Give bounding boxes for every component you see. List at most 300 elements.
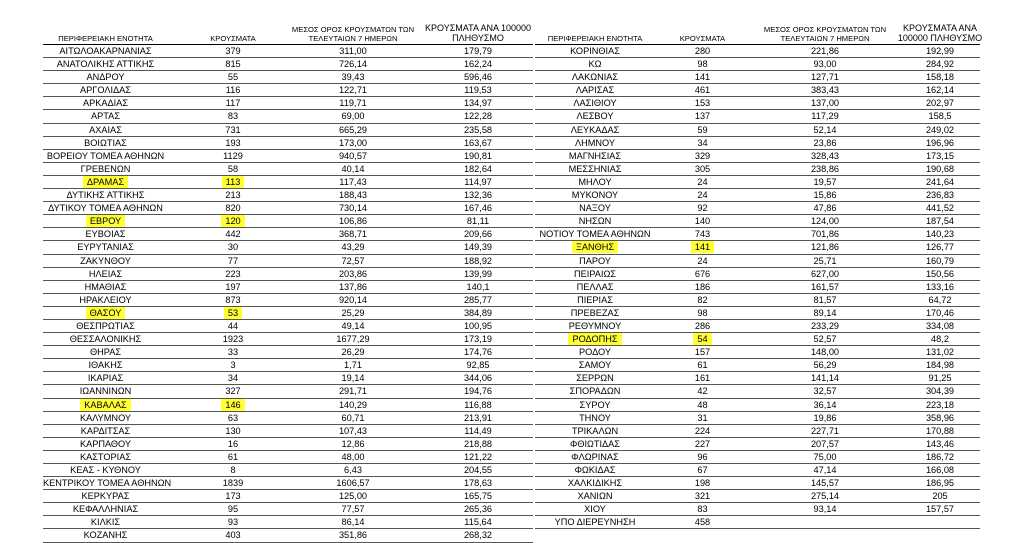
cell-avg7: 188,43 (338, 190, 368, 201)
table-row (43, 241, 533, 254)
cell-per100k: 192,99 (925, 46, 955, 56)
cell-per100k: 48,2 (931, 334, 949, 345)
cell-avg7: 148,00 (810, 347, 840, 358)
cell-region (43, 215, 168, 227)
table-row (535, 412, 980, 425)
cell-cases (660, 333, 745, 345)
cell-cases: 59 (697, 124, 708, 135)
cell-region: ΙΩΑΝΝΙΝΩΝ (79, 386, 132, 397)
cell-per100k: 265,36 (463, 504, 493, 515)
cell-cases: 213 (225, 190, 241, 201)
cell-avg7: 36,14 (813, 399, 837, 410)
cell-avg7: 207,57 (810, 438, 840, 449)
cell-per100k: 149,39 (463, 242, 493, 253)
cell-cases: 82 (697, 294, 708, 305)
table-row (43, 412, 533, 425)
cell-avg7: 86,14 (341, 517, 365, 528)
header-avg7: ΜΕΣΟΣ ΟΡΟΣ ΚΡΟΥΣΜΑΤΩΝ ΤΩΝ ΤΕΛΕΥΤΑΙΩΝ 7 ΗΜΕΡΩΝ (763, 25, 887, 43)
table-row (535, 110, 980, 123)
cell-per100k: 173,19 (463, 334, 493, 345)
table-row (43, 268, 533, 281)
table-row (535, 503, 980, 516)
table-row (535, 399, 980, 412)
cell-avg7: 106,86 (338, 216, 368, 227)
table-row (43, 451, 533, 464)
cell-avg7: 920,14 (338, 294, 368, 305)
table-row (535, 333, 980, 346)
cell-cases (193, 307, 273, 319)
cell-per100k: 166,08 (925, 465, 955, 475)
cell-avg7: 311,00 (339, 46, 367, 56)
cell-region: ΘΕΣΠΡΩΤΙΑΣ (76, 320, 135, 331)
cell-avg7: 40,14 (341, 163, 365, 174)
cell-per100k: 114,97 (464, 176, 492, 187)
table-row (43, 71, 533, 84)
cell-cases: 42 (697, 386, 708, 397)
cell-region: ΚΑΡΠΑΘΟΥ (79, 438, 132, 449)
cell-avg7: 25,29 (341, 307, 365, 318)
cell-cases: 321 (694, 491, 711, 502)
right-table (535, 18, 983, 529)
cell-per100k: 241,64 (925, 176, 955, 187)
cell-per100k: 186,72 (925, 451, 955, 462)
cell-region: ΚΕΑΣ - ΚΥΘΝΟΥ (70, 465, 141, 475)
cell-per100k: 204,55 (463, 465, 493, 475)
cell-avg7: 291,71 (338, 386, 368, 397)
highlight-mark: ΡΟΔΟΠΗΣ (568, 333, 621, 345)
table-row (43, 399, 533, 412)
cell-cases: 403 (225, 530, 241, 541)
cell-cases: 116 (225, 85, 241, 96)
cell-per100k: 334,08 (925, 320, 955, 331)
cell-cases: 676 (694, 268, 711, 279)
cell-avg7: 89,14 (813, 307, 837, 318)
cell-per100k: 81,11 (466, 216, 490, 227)
cell-per100k: 167,46 (463, 203, 493, 214)
cell-per100k: 162,14 (925, 85, 955, 96)
highlight-mark: 53 (224, 307, 242, 319)
cell-cases (193, 399, 273, 411)
cell-per100k: 218,88 (463, 438, 493, 449)
cell-region: ΤΡΙΚΑΛΩΝ (571, 425, 619, 436)
table-row (43, 150, 533, 163)
cell-per100k: 100,95 (463, 320, 493, 331)
cell-region: ΜΑΓΝΗΣΙΑΣ (568, 150, 622, 161)
cell-cases: 157 (694, 347, 711, 358)
cell-per100k: 173,15 (925, 150, 955, 161)
cell-region: ΥΠΟ ΔΙΕΡΕΥΝΗΣΗ (554, 517, 636, 528)
cell-per100k: 384,89 (463, 307, 493, 318)
cell-region: ΧΑΝΙΩΝ (577, 491, 613, 502)
cell-region: ΛΗΜΝΟΥ (574, 137, 616, 148)
cell-cases: 140 (694, 216, 711, 227)
cell-cases: 3 (230, 360, 236, 371)
cell-per100k: 91,25 (928, 373, 952, 384)
cell-cases: 67 (697, 465, 708, 475)
cell-region: ΑΝΔΡΟΥ (86, 72, 125, 83)
cell-avg7: 221,86 (810, 46, 840, 56)
table-row (535, 359, 980, 372)
cell-avg7: 351,86 (338, 530, 368, 541)
highlight-mark: 113 (222, 176, 245, 188)
cell-avg7: 69,00 (341, 111, 365, 122)
cell-cases: 31 (697, 412, 708, 423)
cell-avg7: 60,71 (341, 412, 365, 423)
cell-region: ΛΕΥΚΑΔΑΣ (570, 124, 620, 135)
cell-region: ΙΚΑΡΙΑΣ (87, 373, 124, 384)
cell-per100k: 441,52 (925, 203, 955, 214)
table-row (43, 320, 533, 333)
cell-cases: 173 (225, 491, 241, 502)
cell-region (43, 399, 168, 411)
cell-cases: 461 (694, 85, 711, 96)
table-row (535, 124, 980, 137)
cell-region: ΚΟΖΑΝΗΣ (83, 530, 128, 541)
cell-cases: 137 (694, 111, 711, 122)
table-row (43, 58, 533, 71)
cell-cases: 16 (227, 438, 239, 449)
table-row (535, 438, 980, 451)
cell-cases: 58 (227, 163, 239, 174)
table-row (535, 294, 980, 307)
cell-avg7: 122,71 (338, 85, 368, 96)
cell-cases: 24 (697, 176, 708, 187)
cell-cases (193, 215, 273, 227)
table-row (43, 202, 533, 215)
cell-avg7: 39,43 (341, 72, 365, 83)
table-row (43, 124, 533, 137)
cell-avg7: 117,43 (339, 176, 367, 187)
table-row (535, 189, 980, 202)
cell-per100k: 115,64 (464, 517, 492, 528)
cell-per100k: 235,58 (463, 124, 493, 135)
cell-per100k: 132,36 (463, 190, 493, 201)
cell-avg7: 25,71 (813, 255, 837, 266)
highlight-mark: ΔΡΑΜΑΣ (83, 176, 128, 188)
cell-cases: 223 (225, 268, 241, 279)
table-row (43, 477, 533, 490)
highlight-mark: 120 (221, 215, 244, 227)
cell-per100k: 121,22 (463, 451, 493, 462)
cell-region: ΡΕΘΥΜΝΟΥ (568, 320, 622, 331)
highlight-mark: 54 (693, 333, 711, 345)
cell-avg7: 665,29 (338, 124, 368, 135)
cell-region: ΚΕΦΑΛΛΗΝΙΑΣ (72, 504, 139, 515)
table-row (43, 281, 533, 294)
cell-avg7: 1606,57 (336, 478, 370, 489)
cell-region: ΗΛΕΙΑΣ (88, 268, 123, 279)
cell-region: ΦΛΩΡΙΝΑΣ (571, 451, 619, 462)
cell-avg7: 119,71 (339, 98, 367, 109)
table-row (43, 490, 533, 503)
cell-avg7: 1677,29 (336, 334, 370, 345)
cell-cases: 198 (694, 478, 711, 489)
cell-per100k: 223,18 (925, 399, 955, 410)
table-row (535, 97, 980, 110)
cell-region: ΘΗΡΑΣ (89, 347, 122, 358)
cell-cases: 820 (225, 203, 241, 214)
header-cases: ΚΡΟΥΣΜΑΤΑ (679, 34, 726, 43)
cell-avg7: 93,14 (813, 504, 837, 515)
cell-avg7: 19,14 (341, 373, 365, 384)
cell-cases: 458 (694, 517, 711, 528)
table-row (43, 163, 533, 176)
cell-per100k: 184,98 (925, 360, 955, 371)
cell-per100k: 205 (932, 491, 948, 502)
table-row (43, 503, 533, 516)
cell-per100k: 304,39 (925, 386, 955, 397)
cell-avg7: 227,71 (810, 425, 840, 436)
cell-per100k: 186,95 (925, 478, 955, 489)
table-row (535, 372, 980, 385)
cell-cases: 1923 (222, 334, 244, 345)
cell-region: ΕΥΡΥΤΑΝΙΑΣ (77, 242, 134, 253)
cell-cases: 731 (225, 124, 241, 135)
cell-avg7: 726,14 (338, 59, 368, 70)
cell-per100k: 92,85 (466, 360, 490, 371)
cell-avg7: 125,00 (338, 491, 368, 502)
cell-region: ΠΙΕΡΙΑΣ (577, 294, 613, 305)
cell-cases: 33 (227, 347, 239, 358)
cell-avg7: 48,00 (341, 451, 365, 462)
cell-avg7: 77,57 (341, 504, 365, 515)
highlight-mark: 146 (221, 399, 244, 411)
cell-per100k: 165,75 (463, 491, 493, 502)
cell-region: ΔΥΤΙΚΗΣ ΑΤΤΙΚΗΣ (66, 190, 145, 201)
cell-cases: 286 (694, 320, 711, 331)
cell-per100k: 139,99 (463, 268, 493, 279)
table-row (535, 176, 980, 189)
cell-avg7: 52,57 (813, 334, 837, 345)
cell-cases: 55 (227, 72, 239, 83)
table-row (535, 202, 980, 215)
cell-region: ΧΙΟΥ (584, 504, 606, 515)
cell-avg7: 26,29 (341, 347, 365, 358)
cell-cases: 96 (697, 451, 708, 462)
cell-per100k: 162,24 (463, 59, 493, 70)
cell-per100k: 190,81 (463, 150, 493, 161)
cell-region (535, 333, 655, 345)
header-region: ΠΕΡΙΦΕΡΕΙΑΚΗ ΕΝΟΤΗΤΑ (58, 34, 153, 43)
cell-region: ΡΟΔΟΥ (578, 347, 611, 358)
cell-cases: 24 (697, 190, 708, 201)
cell-per100k: 268,32 (463, 530, 493, 541)
cell-per100k: 196,96 (925, 137, 955, 148)
cell-region: ΠΑΡΟΥ (579, 255, 611, 266)
table-row (43, 215, 533, 228)
cell-per100k: 140,23 (925, 229, 955, 240)
cell-per100k: 64,72 (928, 294, 952, 305)
table-row (535, 215, 980, 228)
left-table-body (43, 45, 533, 543)
table-row (43, 45, 533, 58)
header-per100k: ΚΡΟΥΣΜΑΤΑ ΑΝΑ 100000 ΠΛΗΘΥΣΜΟ (425, 23, 531, 43)
cell-cases: 153 (694, 98, 711, 109)
cell-region: ΧΑΛΚΙΔΙΚΗΣ (567, 478, 623, 489)
cell-region: ΚΑΣΤΟΡΙΑΣ (79, 451, 131, 462)
cell-cases: 442 (225, 229, 241, 240)
cell-avg7: 23,86 (813, 137, 837, 148)
table-row (535, 255, 980, 268)
left-table (43, 18, 533, 543)
cell-cases: 743 (694, 229, 711, 240)
cell-per100k: 213,91 (463, 412, 493, 423)
table-row (535, 150, 980, 163)
cell-avg7: 383,43 (810, 85, 840, 96)
table-row (535, 425, 980, 438)
cell-per100k: 596,46 (463, 72, 493, 83)
cell-avg7: 701,86 (810, 229, 840, 240)
table-row (535, 490, 980, 503)
table-row (43, 255, 533, 268)
table-row (535, 228, 980, 241)
cell-avg7: 81,57 (813, 294, 837, 305)
cell-region: ΛΑΡΙΣΑΣ (575, 85, 615, 96)
cell-avg7: 47,86 (813, 203, 837, 214)
cell-per100k: 194,76 (463, 386, 493, 397)
cell-per100k: 170,46 (925, 307, 955, 318)
highlight-mark: 141 (691, 241, 714, 253)
left-table-header (43, 18, 533, 45)
cell-avg7: 328,43 (810, 150, 840, 161)
table-row (43, 110, 533, 123)
cell-per100k: 126,77 (925, 242, 955, 253)
highlight-mark: ΚΑΒΑΛΑΣ (80, 399, 130, 411)
table-row (535, 268, 980, 281)
table-row (535, 516, 980, 529)
cell-cases: 815 (225, 59, 241, 70)
table-row (535, 477, 980, 490)
cell-avg7: 15,86 (813, 190, 837, 201)
cell-region: ΑΡΚΑΔΙΑΣ (82, 98, 128, 109)
table-row (535, 137, 980, 150)
cell-region: ΘΕΣΣΑΛΟΝΙΚΗΣ (69, 334, 142, 345)
cell-per100k: 190,68 (925, 163, 955, 174)
cell-per100k: 143,46 (925, 438, 955, 449)
cell-avg7: 52,14 (813, 124, 837, 135)
table-row (43, 333, 533, 346)
table-row (43, 307, 533, 320)
table-row (535, 163, 980, 176)
cell-avg7: 75,00 (813, 451, 837, 462)
right-table-body (535, 45, 980, 529)
cell-cases: 305 (694, 163, 711, 174)
cell-cases: 327 (225, 386, 241, 397)
cell-avg7: 137,86 (338, 281, 368, 292)
cell-avg7: 203,86 (338, 268, 368, 279)
cell-avg7: 730,14 (338, 203, 368, 214)
cell-avg7: 12,86 (341, 438, 365, 449)
cell-per100k: 114,49 (464, 425, 492, 436)
cell-per100k: 170,88 (925, 425, 955, 436)
cell-cases: 95 (227, 504, 239, 515)
cell-cases: 117 (225, 98, 241, 109)
cell-region: ΚΕΡΚΥΡΑΣ (81, 491, 130, 502)
cell-region: ΣΑΜΟΥ (578, 360, 612, 371)
cell-avg7: 140,29 (338, 399, 368, 410)
cell-avg7: 1,71 (344, 360, 362, 371)
cell-region (43, 307, 168, 319)
cell-cases: 30 (227, 242, 239, 253)
cell-cases: 161 (694, 373, 711, 384)
cell-per100k: 236,83 (925, 190, 955, 201)
cell-region: ΝΑΞΟΥ (579, 203, 611, 214)
cell-per100k: 158,5 (928, 111, 952, 122)
cell-cases: 93 (227, 517, 239, 528)
cell-avg7: 32,57 (813, 386, 837, 397)
cell-cases: 197 (225, 281, 241, 292)
cell-region (535, 241, 655, 253)
cell-cases: 227 (694, 438, 711, 449)
cell-avg7: 72,57 (341, 255, 365, 266)
cell-avg7: 141,14 (810, 373, 840, 384)
cell-per100k: 119,53 (464, 85, 492, 96)
table-row (43, 464, 533, 477)
cell-per100k: 116,88 (464, 399, 492, 410)
table-row (535, 307, 980, 320)
cell-region: ΜΗΛΟΥ (578, 176, 612, 187)
cell-avg7: 93,00 (813, 59, 837, 70)
cell-region: ΕΥΒΟΙΑΣ (85, 229, 126, 240)
cell-avg7: 233,29 (810, 320, 840, 331)
cell-avg7: 117,29 (811, 111, 839, 122)
cell-region: ΛΑΣΙΘΙΟΥ (573, 98, 617, 109)
cell-cases: 83 (697, 504, 708, 515)
cell-cases: 379 (225, 46, 241, 56)
cell-avg7: 121,86 (810, 242, 840, 253)
cell-per100k: 188,92 (463, 255, 493, 266)
cell-region: ΣΠΟΡΑΔΩΝ (569, 386, 621, 397)
cell-avg7: 161,57 (810, 281, 840, 292)
cell-region: ΗΜΑΘΙΑΣ (84, 281, 127, 292)
cell-per100k: 163,67 (463, 137, 493, 148)
cell-avg7: 49,14 (341, 320, 365, 331)
cell-per100k: 133,16 (925, 281, 955, 292)
cell-region: ΣΕΡΡΩΝ (576, 373, 614, 384)
cell-cases: 224 (694, 425, 711, 436)
cell-per100k: 157,57 (925, 504, 955, 515)
cell-cases: 92 (697, 203, 708, 214)
table-row (535, 84, 980, 97)
cell-region: ΒΟΡΕΙΟΥ ΤΟΜΕΑ ΑΘΗΝΩΝ (46, 150, 165, 161)
header-per100k: ΚΡΟΥΣΜΑΤΑ ΑΝΑ 100000 ΠΛΗΘΥΣΜΟ (897, 23, 983, 43)
cell-cases (193, 176, 273, 188)
cell-cases: 24 (697, 255, 708, 266)
table-row (535, 281, 980, 294)
cell-avg7: 19,57 (813, 176, 837, 187)
table-row (43, 294, 533, 307)
cell-cases: 8 (230, 465, 236, 475)
cell-region: ΑΧΑΙΑΣ (89, 124, 122, 135)
cell-region: ΣΥΡΟΥ (579, 399, 611, 410)
cell-region: ΖΑΚΥΝΘΟΥ (80, 255, 131, 266)
cell-region: ΑΝΑΤΟΛΙΚΗΣ ΑΤΤΙΚΗΣ (56, 59, 155, 70)
table-row (43, 346, 533, 359)
table-row (535, 320, 980, 333)
cell-avg7: 47,14 (813, 465, 837, 475)
cell-per100k: 150,56 (925, 268, 955, 279)
cell-avg7: 137,00 (810, 98, 840, 109)
right-table-header (535, 18, 983, 45)
cell-avg7: 173,00 (338, 137, 368, 148)
cell-per100k: 209,66 (463, 229, 493, 240)
cell-region: ΚΙΛΚΙΣ (90, 517, 121, 528)
cell-cases: 48 (697, 399, 708, 410)
cell-cases: 186 (694, 281, 711, 292)
table-row (43, 529, 533, 542)
table-row (43, 97, 533, 110)
cell-per100k: 178,63 (463, 478, 493, 489)
